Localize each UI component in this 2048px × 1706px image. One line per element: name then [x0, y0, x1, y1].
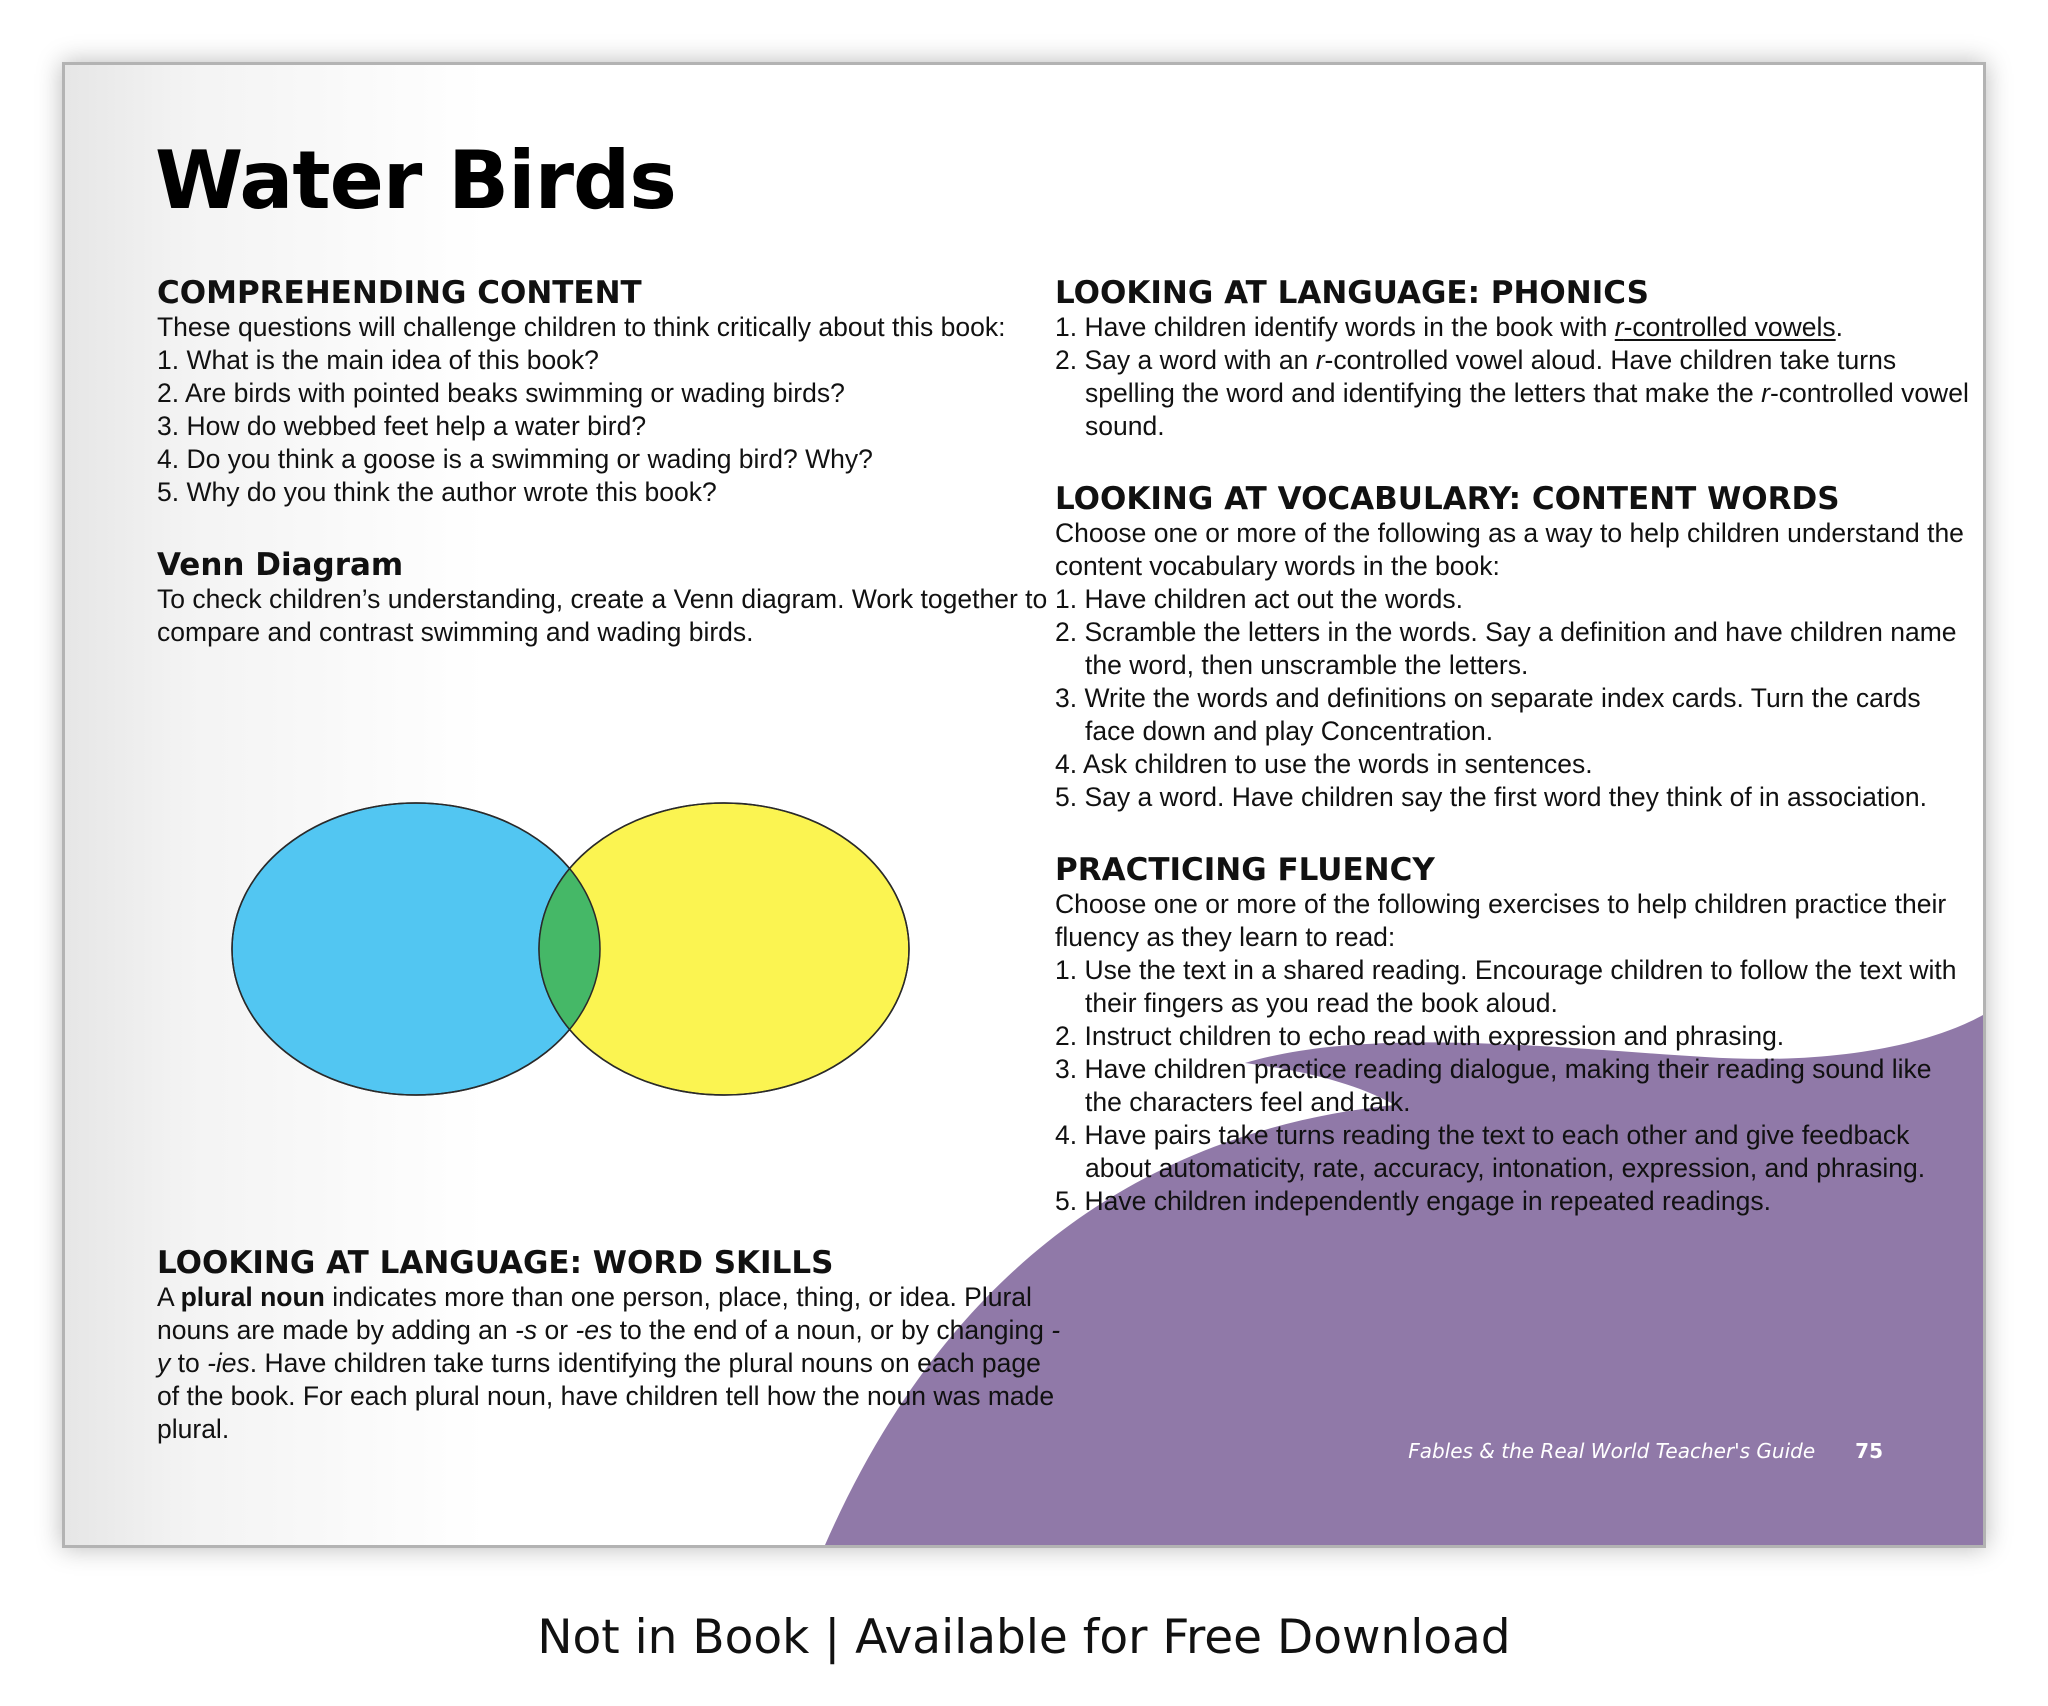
list-item: 4. Do you think a goose is a swimming or wading bird? Why? — [157, 444, 873, 474]
vocabulary-heading: LOOKING AT VOCABULARY: CONTENT WORDS — [1055, 481, 1840, 517]
r-letter: r — [1315, 345, 1325, 375]
right-column — [1055, 275, 1975, 1218]
text-fragment: -controlled vowel aloud. Have children take turns spelling the word and identifying the letters that make the — [1085, 345, 1897, 408]
venn-diagram — [231, 767, 1017, 1131]
r-letter: r — [1761, 378, 1770, 408]
suffix-es: -es — [575, 1315, 613, 1345]
list-item — [1055, 311, 1975, 344]
list-item: 2. Scramble the letters in the words. Say a definition and have children name the word, then unscramble the letters. — [1055, 617, 1957, 680]
text-fragment: . — [1835, 312, 1844, 342]
vocabulary-intro: Choose one or more of the following as a way to help children understand the content vocabulary words in the book: — [1055, 518, 1964, 581]
suffix-y: -y — [157, 1315, 1061, 1378]
text-fragment: 2. Say a word with an — [1055, 345, 1316, 375]
text-fragment: indicates more than one person, place, thing, or idea. Plural nouns are made by adding an — [157, 1282, 1032, 1345]
text-fragment: to the end of a noun, or by changing — [612, 1315, 1052, 1345]
comprehending-heading: COMPREHENDING CONTENT — [157, 275, 642, 311]
page-footer — [1408, 1439, 1883, 1463]
venn-section — [157, 547, 1057, 649]
list-item: 4. Ask children to use the words in sentences. — [1055, 749, 1593, 779]
word-skills-heading: LOOKING AT LANGUAGE: WORD SKILLS — [157, 1245, 834, 1281]
comprehending-intro: These questions will challenge children to think critically about this book: — [157, 312, 1006, 342]
list-item: 1. Use the text in a shared reading. Encourage children to follow the text with their fingers as you read the book aloud. — [1055, 955, 1957, 1018]
suffix-s: -s — [515, 1315, 538, 1345]
list-item: 4. Have pairs take turns reading the text to each other and give feedback about automaticity, rate, accuracy, intonation, expression, and phrasing. — [1055, 1120, 1926, 1183]
vocabulary-list — [1055, 583, 1975, 814]
worksheet-page — [62, 62, 1986, 1548]
venn-text: To check children’s understanding, create a Venn diagram. Work together to compare and contrast swimming and wading birds. — [157, 584, 1048, 647]
fluency-intro: Choose one or more of the following exercises to help children practice their fluency as they learn to read: — [1055, 889, 1947, 952]
word-skills-section — [157, 1245, 1067, 1446]
list-item: 1. What is the main idea of this book? — [157, 345, 599, 375]
word-skills-text — [157, 1281, 1067, 1446]
plural-noun-term: plural noun — [180, 1282, 325, 1312]
list-item: 3. How do webbed feet help a water bird? — [157, 411, 647, 441]
page-title: Water Birds — [155, 134, 676, 227]
phonics-section — [1055, 275, 1975, 443]
suffix-ies: -ies — [207, 1348, 250, 1378]
fluency-list — [1055, 954, 1975, 1218]
r-controlled-vowels-link[interactable] — [1615, 312, 1836, 342]
r-letter: r — [1614, 312, 1624, 342]
venn-heading: Venn Diagram — [157, 547, 404, 583]
list-item: 5. Have children independently engage in repeated readings. — [1055, 1186, 1772, 1216]
text-fragment: or — [537, 1315, 576, 1345]
text-fragment: to — [170, 1348, 208, 1378]
text-fragment: A — [157, 1282, 181, 1312]
vocabulary-section — [1055, 481, 1975, 814]
text-fragment: 1. Have children identify words in the book with — [1055, 312, 1615, 342]
list-item: 2. Are birds with pointed beaks swimming or wading birds? — [157, 378, 845, 408]
text-fragment: -controlled vowel sound. — [1085, 378, 1969, 441]
link-text: -controlled vowels — [1623, 312, 1836, 342]
download-banner: Not in Book | Available for Free Download — [537, 1610, 1511, 1665]
phonics-heading: LOOKING AT LANGUAGE: PHONICS — [1055, 275, 1649, 311]
list-item — [1055, 344, 1975, 443]
page-number: 75 — [1855, 1439, 1883, 1463]
comprehending-list — [157, 344, 1057, 509]
footer-guide-title: Fables & the Real World Teacher's Guide — [1408, 1439, 1816, 1463]
fluency-heading: PRACTICING FLUENCY — [1055, 852, 1435, 888]
fluency-section — [1055, 852, 1975, 1218]
list-item: 5. Say a word. Have children say the first word they think of in association. — [1055, 782, 1927, 812]
text-fragment: . Have children take turns identifying the plural nouns on each page of the book. For each plural noun, have children tell how the noun was made plural. — [157, 1348, 1055, 1444]
list-item: 5. Why do you think the author wrote this book? — [157, 477, 717, 507]
list-item: 3. Have children practice reading dialogue, making their reading sound like the characters feel and talk. — [1055, 1054, 1932, 1117]
list-item: 1. Have children act out the words. — [1055, 584, 1464, 614]
left-column — [157, 275, 1057, 649]
list-item: 3. Write the words and definitions on separate index cards. Turn the cards face down and play Concentration. — [1055, 683, 1921, 746]
phonics-list — [1055, 311, 1975, 443]
list-item: 2. Instruct children to echo read with expression and phrasing. — [1055, 1021, 1785, 1051]
comprehending-section — [157, 275, 1057, 509]
